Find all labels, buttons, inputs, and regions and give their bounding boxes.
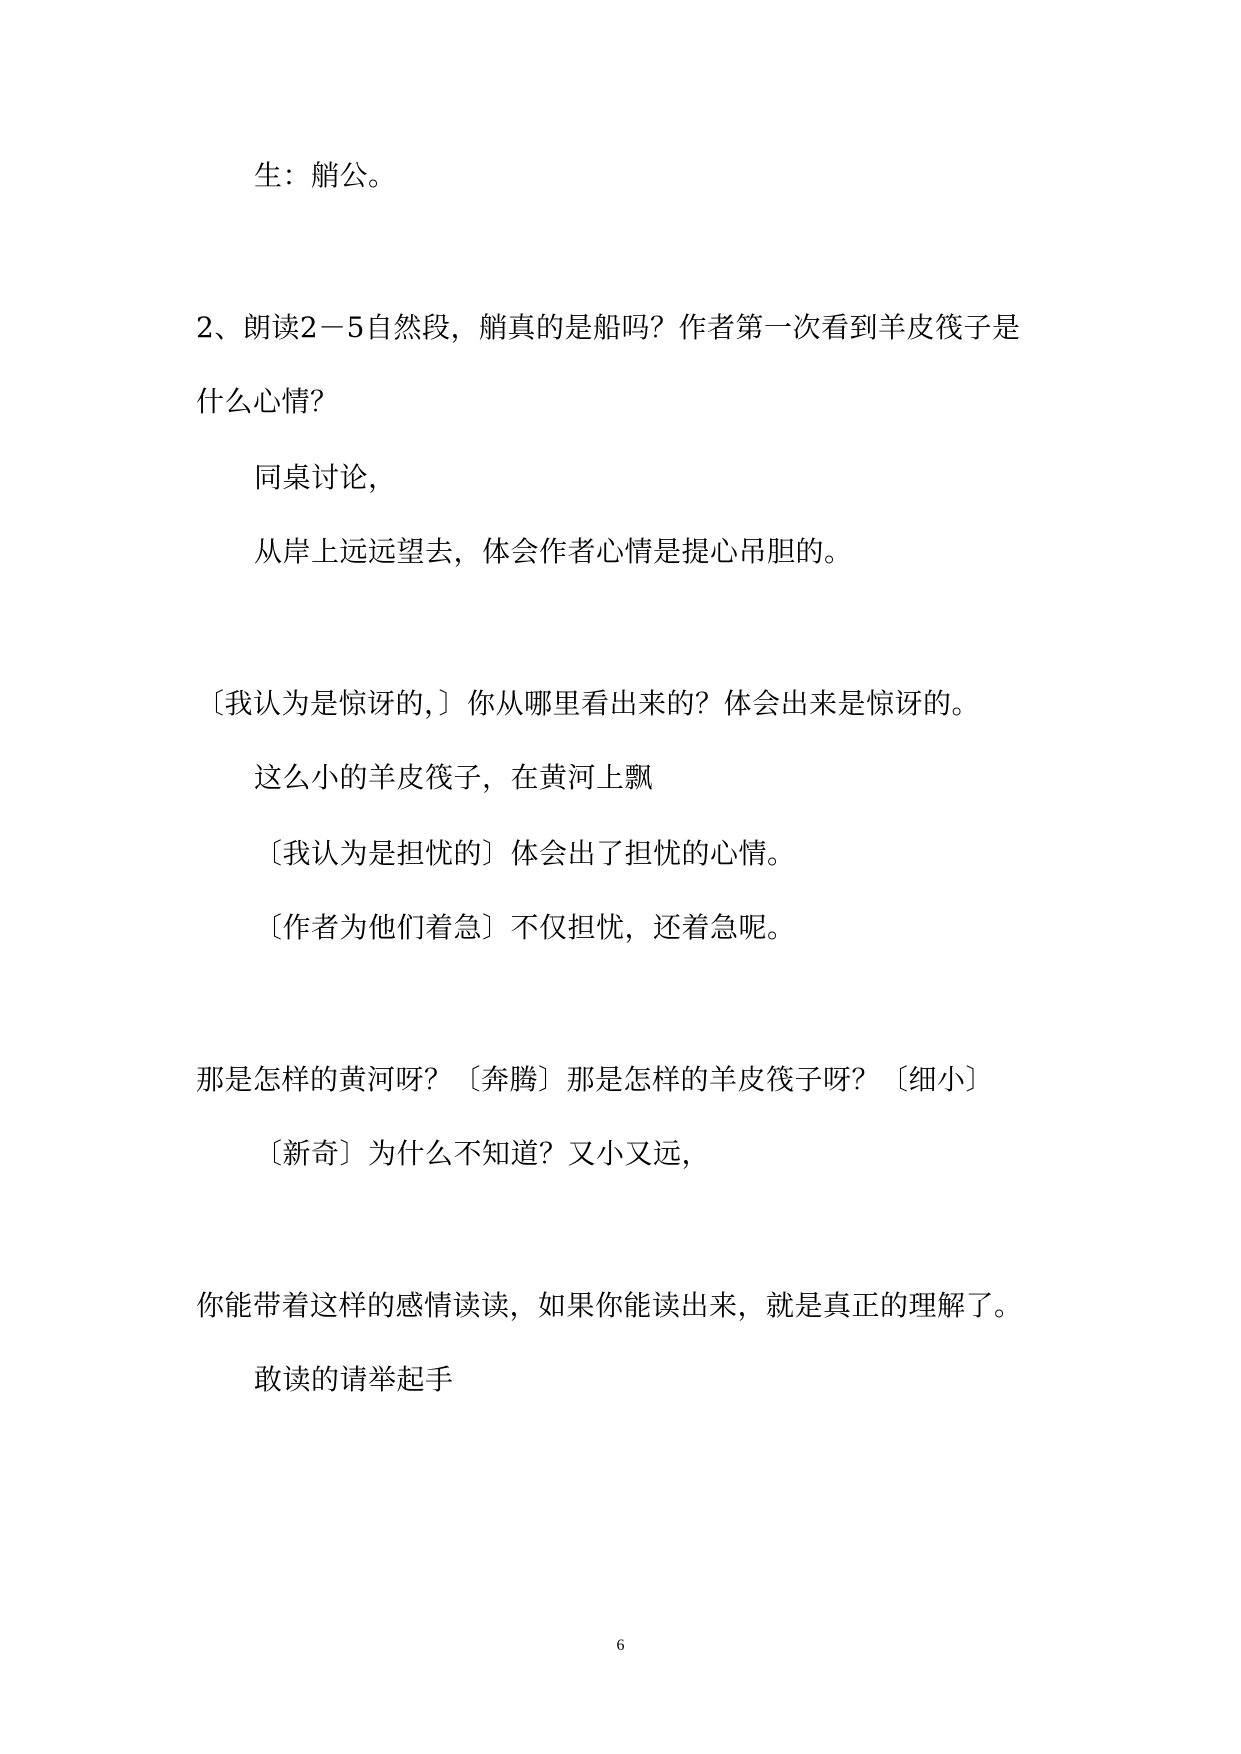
paragraph-line: 〔我认为是惊讶的，〕你从哪里看出来的？体会出来是惊讶的。: [196, 687, 981, 720]
paragraph-line: 生：艄公。: [254, 159, 397, 192]
paragraph-line: 你能带着这样的感情读读，如果你能读出来，就是真正的理解了。: [196, 1289, 1023, 1322]
paragraph-line: 2、朗读2－5自然段，艄真的是船吗？作者第一次看到羊皮筏子是: [196, 311, 1021, 344]
paragraph-line: 敢读的请举起手: [254, 1363, 454, 1396]
paragraph-line: 同桌讨论，: [254, 461, 397, 494]
page-number: 6: [616, 1637, 625, 1654]
paragraph-line: 〔新奇〕为什么不知道？又小又远，: [254, 1137, 711, 1170]
paragraph-line: 这么小的羊皮筏子，在黄河上飘: [254, 761, 654, 794]
paragraph-line: 〔我认为是担忧的〕体会出了担忧的心情。: [254, 837, 796, 870]
paragraph-line: 从岸上远远望去，体会作者心情是提心吊胆的。: [254, 535, 853, 568]
paragraph-line: 〔作者为他们着急〕不仅担忧，还着急呢。: [254, 911, 796, 944]
paragraph-line: 那是怎样的黄河呀？〔奔腾〕那是怎样的羊皮筏子呀？〔细小〕: [196, 1063, 995, 1096]
paragraph-line: 什么心情？: [196, 385, 339, 418]
